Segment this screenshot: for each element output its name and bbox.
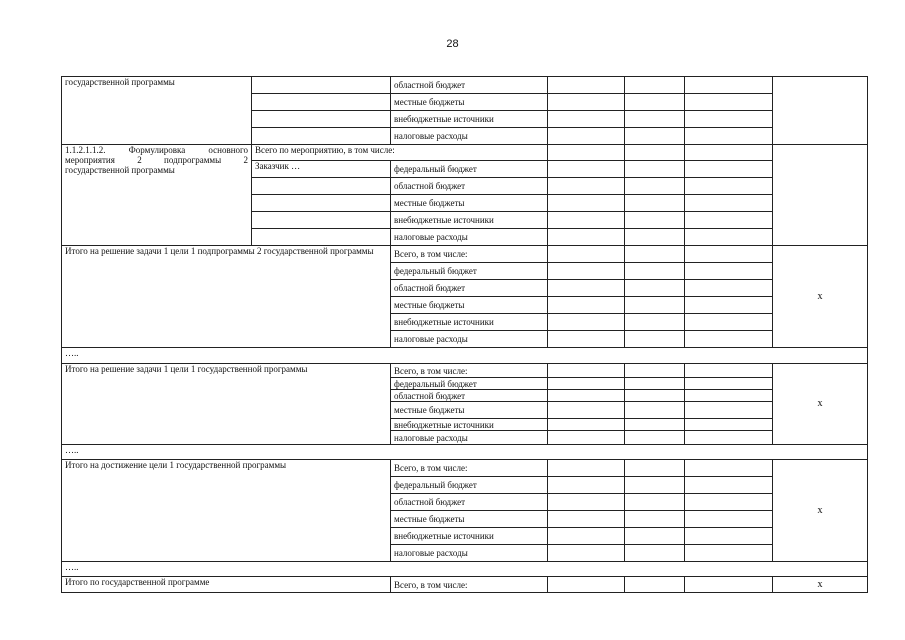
funding-source-cell: областной бюджет (391, 77, 548, 94)
value-cell (625, 378, 685, 390)
value-cell (625, 577, 685, 593)
value-cell (685, 314, 773, 331)
funding-source-cell: налоговые расходы (391, 331, 548, 348)
value-cell (685, 246, 773, 263)
funding-source-cell: областной бюджет (391, 280, 548, 297)
value-cell (548, 161, 625, 178)
value-cell (685, 477, 773, 494)
value-cell (548, 263, 625, 280)
budget-table (61, 76, 868, 593)
value-cell (548, 545, 625, 562)
customer-cell (252, 77, 391, 94)
value-cell (548, 111, 625, 128)
table-row (62, 445, 868, 460)
value-cell (625, 511, 685, 528)
value-cell (548, 280, 625, 297)
customer-cell (252, 178, 391, 195)
result-cell (773, 77, 868, 145)
value-cell (685, 390, 773, 402)
value-cell (625, 111, 685, 128)
value-cell (548, 528, 625, 545)
value-cell (685, 128, 773, 145)
value-cell (625, 419, 685, 431)
value-cell (548, 460, 625, 477)
value-cell (685, 178, 773, 195)
value-cell (548, 314, 625, 331)
table-row (62, 246, 868, 263)
funding-source-cell: местные бюджеты (391, 402, 548, 419)
funding-source-cell: местные бюджеты (391, 511, 548, 528)
value-cell (548, 511, 625, 528)
funding-source-cell: федеральный бюджет (391, 378, 548, 390)
value-cell (548, 195, 625, 212)
activity-name-cell: 1.1.2.1.1.2. Формулировка основного мероприятия 2 подпрограммы 2 государственной программы (62, 145, 252, 246)
value-cell (625, 161, 685, 178)
value-cell (685, 331, 773, 348)
funding-source-cell: внебюджетные источники (391, 212, 548, 229)
value-cell (685, 94, 773, 111)
funding-source-cell: областной бюджет (391, 178, 548, 195)
customer-cell (252, 111, 391, 128)
value-cell (625, 297, 685, 314)
result-cell (773, 145, 868, 246)
value-cell (685, 494, 773, 511)
value-cell (548, 390, 625, 402)
value-cell (548, 246, 625, 263)
activity-name-cell: государственной программы (62, 77, 252, 145)
value-cell (625, 178, 685, 195)
value-cell (548, 402, 625, 419)
value-cell (548, 77, 625, 94)
value-cell (625, 246, 685, 263)
value-cell (625, 402, 685, 419)
funding-source-cell: Всего, в том числе: (391, 246, 548, 263)
funding-source-cell: налоговые расходы (391, 545, 548, 562)
result-mark: х (773, 364, 868, 445)
value-cell (625, 364, 685, 378)
funding-source-cell: федеральный бюджет (391, 263, 548, 280)
funding-source-cell: внебюджетные источники (391, 314, 548, 331)
value-cell (685, 511, 773, 528)
value-cell (548, 128, 625, 145)
value-cell (548, 364, 625, 378)
funding-source-cell: налоговые расходы (391, 229, 548, 246)
customer-cell (252, 195, 391, 212)
result-mark: х (773, 460, 868, 562)
ellipsis-row: ….. (62, 348, 868, 364)
value-cell (625, 477, 685, 494)
table-row (62, 562, 868, 577)
funding-source-cell: Всего, в том числе: (391, 460, 548, 477)
table-row (62, 577, 868, 593)
funding-source-cell: внебюджетные источники (391, 111, 548, 128)
table-row (62, 364, 868, 378)
funding-source-cell: федеральный бюджет (391, 161, 548, 178)
value-cell (548, 577, 625, 593)
value-cell (685, 263, 773, 280)
value-cell (548, 431, 625, 445)
value-cell (625, 460, 685, 477)
value-cell (685, 297, 773, 314)
value-cell (625, 195, 685, 212)
value-cell (625, 390, 685, 402)
value-cell (685, 431, 773, 445)
total-name-cell: Итого на решение задачи 1 цели 1 государственной программы (62, 364, 391, 445)
funding-source-cell: областной бюджет (391, 390, 548, 402)
value-cell (625, 263, 685, 280)
value-cell (625, 212, 685, 229)
value-cell (685, 419, 773, 431)
value-cell (625, 314, 685, 331)
value-cell (625, 280, 685, 297)
value-cell (685, 402, 773, 419)
total-name-cell: Итого на решение задачи 1 цели 1 подпрограммы 2 государственной программы (62, 246, 391, 348)
value-cell (548, 477, 625, 494)
funding-source-cell: местные бюджеты (391, 195, 548, 212)
value-cell (548, 378, 625, 390)
funding-source-cell: местные бюджеты (391, 297, 548, 314)
activity-total-cell: Всего по мероприятию, в том числе: (252, 145, 548, 161)
funding-source-cell: федеральный бюджет (391, 477, 548, 494)
table-row (62, 145, 868, 161)
value-cell (548, 229, 625, 246)
value-cell (685, 161, 773, 178)
funding-source-cell: внебюджетные источники (391, 528, 548, 545)
value-cell (548, 145, 625, 161)
customer-cell (252, 94, 391, 111)
result-mark: х (773, 577, 868, 593)
ellipsis-row: ….. (62, 445, 868, 460)
funding-source-cell: внебюджетные источники (391, 419, 548, 431)
value-cell (625, 128, 685, 145)
value-cell (625, 545, 685, 562)
value-cell (685, 145, 773, 161)
value-cell (548, 331, 625, 348)
table-row (62, 460, 868, 477)
customer-cell (252, 229, 391, 246)
value-cell (625, 145, 685, 161)
ellipsis-row: ….. (62, 562, 868, 577)
customer-cell: Заказчик … (252, 161, 391, 178)
value-cell (625, 331, 685, 348)
funding-source-cell: местные бюджеты (391, 94, 548, 111)
value-cell (548, 494, 625, 511)
value-cell (685, 364, 773, 378)
value-cell (625, 229, 685, 246)
value-cell (685, 378, 773, 390)
funding-source-cell: налоговые расходы (391, 431, 548, 445)
value-cell (625, 528, 685, 545)
funding-source-cell: областной бюджет (391, 494, 548, 511)
customer-cell (252, 128, 391, 145)
value-cell (685, 545, 773, 562)
funding-source-cell: Всего, в том числе: (391, 577, 548, 593)
funding-source-cell: налоговые расходы (391, 128, 548, 145)
value-cell (548, 178, 625, 195)
value-cell (548, 419, 625, 431)
value-cell (685, 528, 773, 545)
value-cell (685, 212, 773, 229)
total-name-cell: Итого на достижение цели 1 государственной программы (62, 460, 391, 562)
value-cell (685, 280, 773, 297)
value-cell (625, 431, 685, 445)
table-row (62, 77, 868, 94)
table-row (62, 348, 868, 364)
value-cell (548, 297, 625, 314)
value-cell (685, 460, 773, 477)
value-cell (685, 77, 773, 94)
page-number: 28 (446, 38, 459, 50)
funding-source-cell: Всего, в том числе: (391, 364, 548, 378)
value-cell (685, 195, 773, 212)
value-cell (548, 94, 625, 111)
value-cell (685, 229, 773, 246)
value-cell (685, 111, 773, 128)
result-mark: х (773, 246, 868, 348)
value-cell (685, 577, 773, 593)
customer-cell (252, 212, 391, 229)
value-cell (625, 94, 685, 111)
total-name-cell: Итого по государственной программе (62, 577, 391, 593)
value-cell (625, 77, 685, 94)
value-cell (548, 212, 625, 229)
value-cell (625, 494, 685, 511)
